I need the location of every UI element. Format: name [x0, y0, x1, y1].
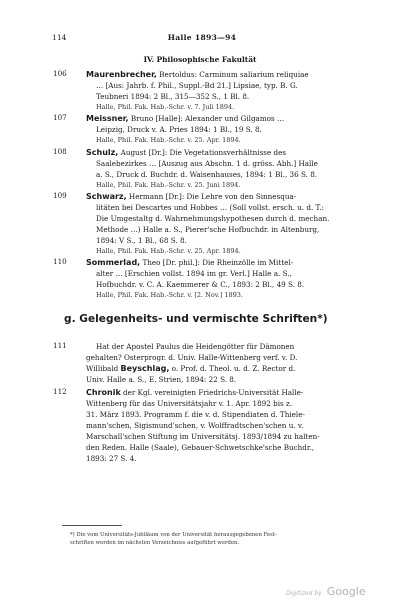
entry-line: Saalebezirkes … [Auszug aus Abschn. 1 d. gröss. Abh.] Halle — [96, 159, 318, 168]
entry-holding-note: Halle, Phil. Fak. Hab.-Schr. v. 25. Juni 1894. — [96, 181, 241, 189]
entry-line: 1893: 27 S. 4. — [86, 454, 137, 463]
entry-title-line: der Kgl. vereinigten Friedrichs-Universität Halle- — [120, 388, 304, 397]
entry-line: 31. März 1893. Programm f. die v. d. Stipendiaten d. Thiele- — [86, 410, 305, 419]
entry-line: Die Umgestaltg d. Wahrnehmungshypothesen durch d. mechan. — [96, 214, 330, 223]
watermark-prefix: Digitized by — [286, 590, 322, 597]
entry-author: Schwarz, — [86, 192, 127, 201]
entry-title-line: Bruno [Halle]: Alexander und Gilgamos … — [128, 114, 285, 123]
entry-holding-note: Halle, Phil. Fak. Hab.-Schr. v. 25. Apr. 1894. — [96, 136, 241, 144]
entry-line-part: o. Prof. d. Theol. u. d. Z. Rector d. — [169, 364, 296, 373]
entry-number: 112 — [53, 387, 67, 396]
entry-title-line: August [Dr.]: Die Vegetationsverhältnisse des — [118, 148, 287, 157]
footnote — [70, 531, 346, 547]
entry-author: Meissner, — [86, 114, 129, 123]
entry-title-line: Hermann [Dr.]: Die Lehre von den Sinnesqua- — [126, 192, 297, 201]
running-header — [52, 33, 352, 45]
entry-line: Methode …) Halle a. S., Pierer'sche Hofbuchdr. in Altenburg, — [96, 225, 320, 234]
running-title: Halle 1893—94 — [167, 33, 237, 42]
section-heading: g. Gelegenheits- und vermischte Schriften*) — [64, 313, 328, 325]
entry-title-line: Theo [Dr. phil.]: Die Rheinzölle im Mittel- — [140, 258, 294, 267]
entry-line: Wittenberg für das Universitätsjahr v. 1. Apr. 1892 bis z. — [86, 399, 293, 408]
entry-author: Maurenbrecher, — [86, 70, 157, 79]
entry-title-line: Hat der Apostel Paulus die Heidengötter für Dämonen — [96, 342, 295, 351]
footnote-line: *) Die vom Universitäts-Jubiläum von der Universität herausgegebenen Fest- — [70, 532, 277, 538]
entry-line: … [Aus: Jahrb. f. Phil., Suppl.-Bd 21.] Lipsiae, typ. B. G. — [96, 81, 298, 90]
entry-line: gehalten? Osterprogr. d. Univ. Halle-Wittenberg verf. v. D. — [86, 353, 298, 362]
entry-line: Marschall'schen Stiftung im Universitätsj. 1893/1894 zu halten- — [86, 432, 320, 441]
entry-number: 110 — [53, 257, 67, 266]
entry-line: Hofbuchdr. v. C. A. Kaemmerer & C., 1893: 2 Bl., 49 S. 8. — [96, 280, 305, 289]
entry-number: 106 — [53, 69, 67, 78]
entry-holding-note: Halle, Phil. Fak. Hab.-Schr. v. 25. Apr. 1894. — [96, 247, 241, 255]
entry-number: 111 — [53, 341, 67, 350]
entry-line-part: Willibald — [86, 364, 121, 373]
entry-number: 109 — [53, 191, 67, 200]
page-number: 114 — [52, 33, 67, 42]
entry-holding-note: Halle, Phil. Fak. Hab.-Schr. v. 7. Juli 1894. — [96, 103, 235, 111]
entry-line: litäten bei Descartes und Hobbes … (Soll vollst. ersch. u. d. T.: — [96, 203, 324, 212]
entry-line: den Reden. Halle (Saale), Gebauer-Schwetschke'sche Buchdr., — [86, 443, 315, 452]
entry-holding-note: Halle, Phil. Fak. Hab.-Schr. v. [2. Nov.] 1893. — [96, 291, 243, 299]
entry-title-line: Bertoldus: Carminum saliarium reliquiae — [156, 70, 309, 79]
entry-line: 1894: V S., 1 Bl., 68 S. 8. — [96, 236, 187, 245]
footnote-rule — [62, 525, 122, 526]
entry-line: Teubneri 1894: 2 Bl., 315—352 S., 1 Bl. 8. — [96, 92, 250, 101]
entry-line: a. S., Druck d. Buchdr. d. Waisenhauses, 1894: 1 Bl., 36 S. 8. — [96, 170, 318, 179]
footnote-line: schriften werden im nächsten Verzeichniss aufgeführt werden. — [70, 540, 240, 546]
section-title: IV. Philosophische Fakultät — [143, 55, 257, 64]
entry-author: Beyschlag, — [120, 364, 170, 373]
entry-number: 108 — [53, 147, 67, 156]
entry-line: alter … [Erschien vollst. 1894 im gr. Verl.] Halle a. S., — [96, 269, 292, 278]
entry-author: Chronik — [86, 388, 121, 397]
entry-line: Univ. Halle a. S., E. Strien, 1894: 22 S. 8. — [86, 375, 237, 384]
entry-author: Sommerlad, — [86, 258, 141, 267]
entry-line: Leipzig, Druck v. A. Pries 1894: 1 Bl., 19 S. 8. — [96, 125, 262, 134]
entry-number: 107 — [53, 113, 67, 122]
google-watermark — [286, 580, 366, 599]
entry-line: mann'schen, Sigismund'schen, v. Wolffradtschen'schen u. v. — [86, 421, 304, 430]
watermark-brand: Google — [326, 585, 366, 598]
entry-author: Schulz, — [86, 148, 119, 157]
